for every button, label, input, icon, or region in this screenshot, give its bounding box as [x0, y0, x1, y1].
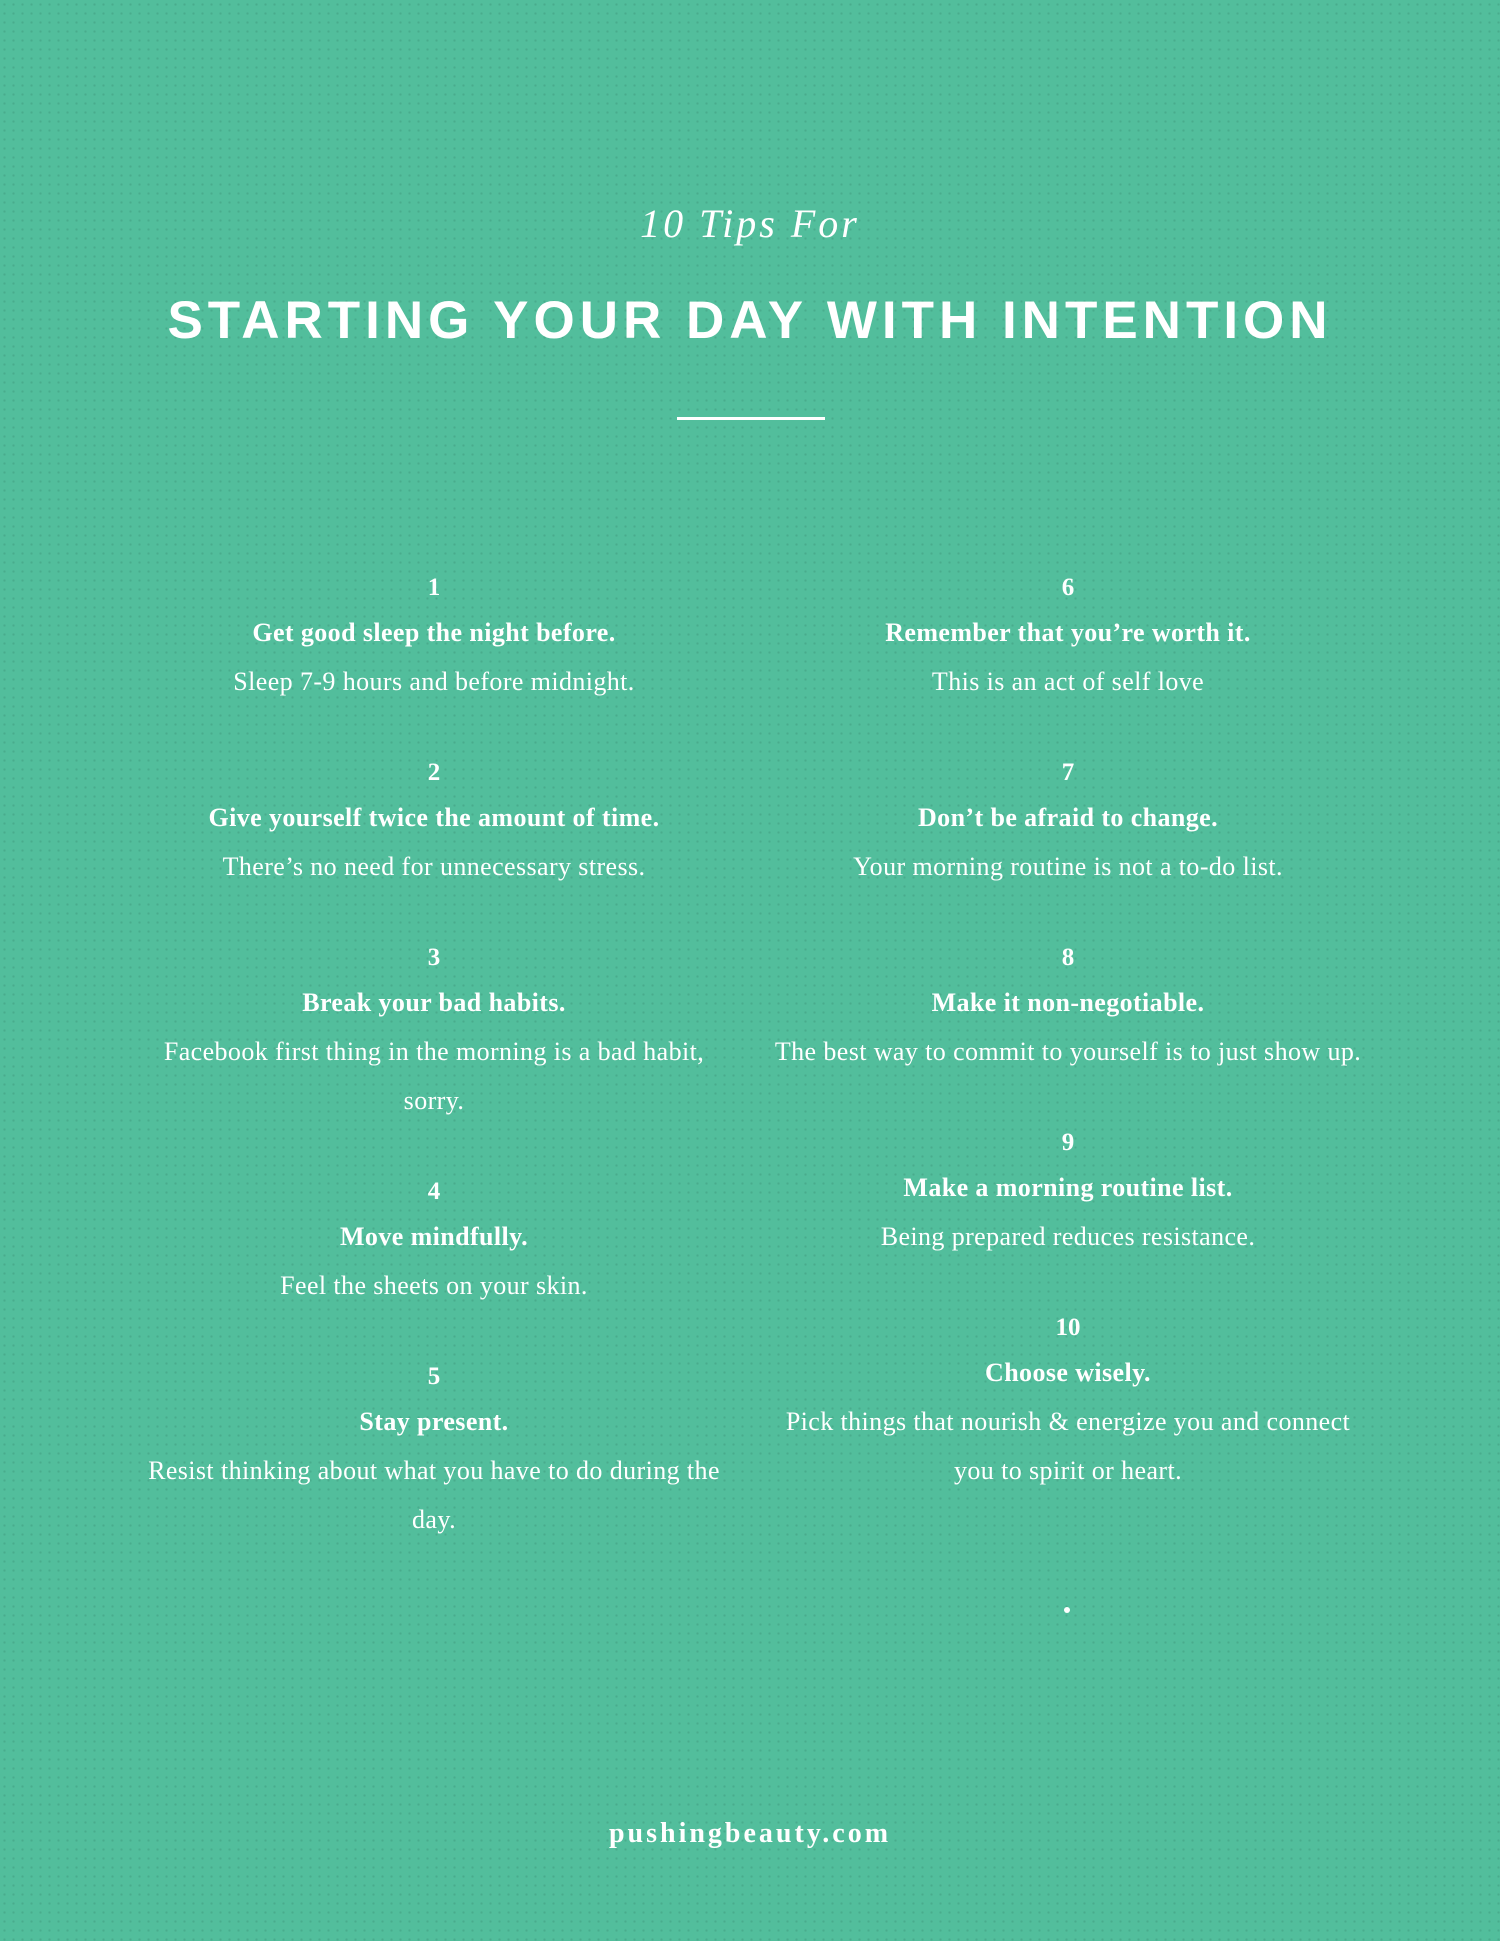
tip-item — [768, 1308, 1368, 1495]
tip-heading: Make a morning routine list. — [903, 1173, 1233, 1202]
trailing-dot — [1064, 1607, 1070, 1613]
tip-number: 6 — [1061, 574, 1075, 601]
tip-item — [768, 1123, 1368, 1261]
tip-number: 5 — [427, 1363, 441, 1390]
tip-heading: Move mindfully. — [339, 1222, 528, 1251]
tip-body: Feel the sheets on your skin. — [280, 1271, 588, 1300]
tip-body: There’s no need for unnecessary stress. — [222, 852, 646, 881]
tip-heading: Break your bad habits. — [302, 988, 566, 1017]
tip-number: 1 — [427, 574, 441, 601]
footer-website[interactable]: pushingbeauty.com — [608, 1818, 892, 1849]
tip-number: 4 — [427, 1178, 441, 1205]
tip-heading: Get good sleep the night before. — [252, 618, 616, 647]
tip-number: 2 — [427, 759, 441, 786]
tip-item — [134, 1357, 734, 1544]
tip-number: 10 — [1055, 1314, 1081, 1341]
tip-heading: Remember that you’re worth it. — [885, 618, 1251, 647]
tip-number: 9 — [1061, 1129, 1075, 1156]
poster-subtitle: 10 Tips For — [640, 201, 860, 246]
tip-item — [768, 938, 1368, 1076]
tip-body: Resist thinking about what you have to do during the day. — [148, 1456, 720, 1534]
tip-body: Sleep 7-9 hours and before midnight. — [233, 667, 635, 696]
tip-body: Your morning routine is not a to-do list. — [853, 852, 1283, 881]
tip-item — [768, 568, 1368, 706]
tip-body: The best way to commit to yourself is to just show up. — [774, 1037, 1362, 1066]
tip-item — [134, 1172, 734, 1310]
tip-number: 7 — [1061, 759, 1075, 786]
tip-number: 3 — [427, 944, 441, 971]
tip-body: This is an act of self love — [931, 667, 1205, 696]
tip-heading: Choose wisely. — [985, 1358, 1151, 1387]
tips-column-left — [134, 568, 734, 1591]
tip-body: Pick things that nourish & energize you and connect you to spirit or heart. — [785, 1407, 1351, 1485]
tip-body: Facebook first thing in the morning is a bad habit, sorry. — [163, 1037, 705, 1115]
tip-heading: Stay present. — [359, 1407, 509, 1436]
poster-title: STARTING YOUR DAY WITH INTENTION — [167, 291, 1333, 350]
tip-body: Being prepared reduces resistance. — [880, 1222, 1256, 1251]
tip-heading: Give yourself twice the amount of time. — [208, 803, 660, 832]
title-divider — [677, 417, 825, 420]
tip-heading: Don’t be afraid to change. — [918, 803, 1218, 832]
tip-item — [768, 753, 1368, 891]
tip-number: 8 — [1061, 944, 1075, 971]
tip-item — [134, 568, 734, 706]
tip-item — [134, 938, 734, 1125]
tip-item — [134, 753, 734, 891]
tip-heading: Make it non-negotiable. — [931, 988, 1205, 1017]
tips-column-right — [768, 568, 1368, 1542]
